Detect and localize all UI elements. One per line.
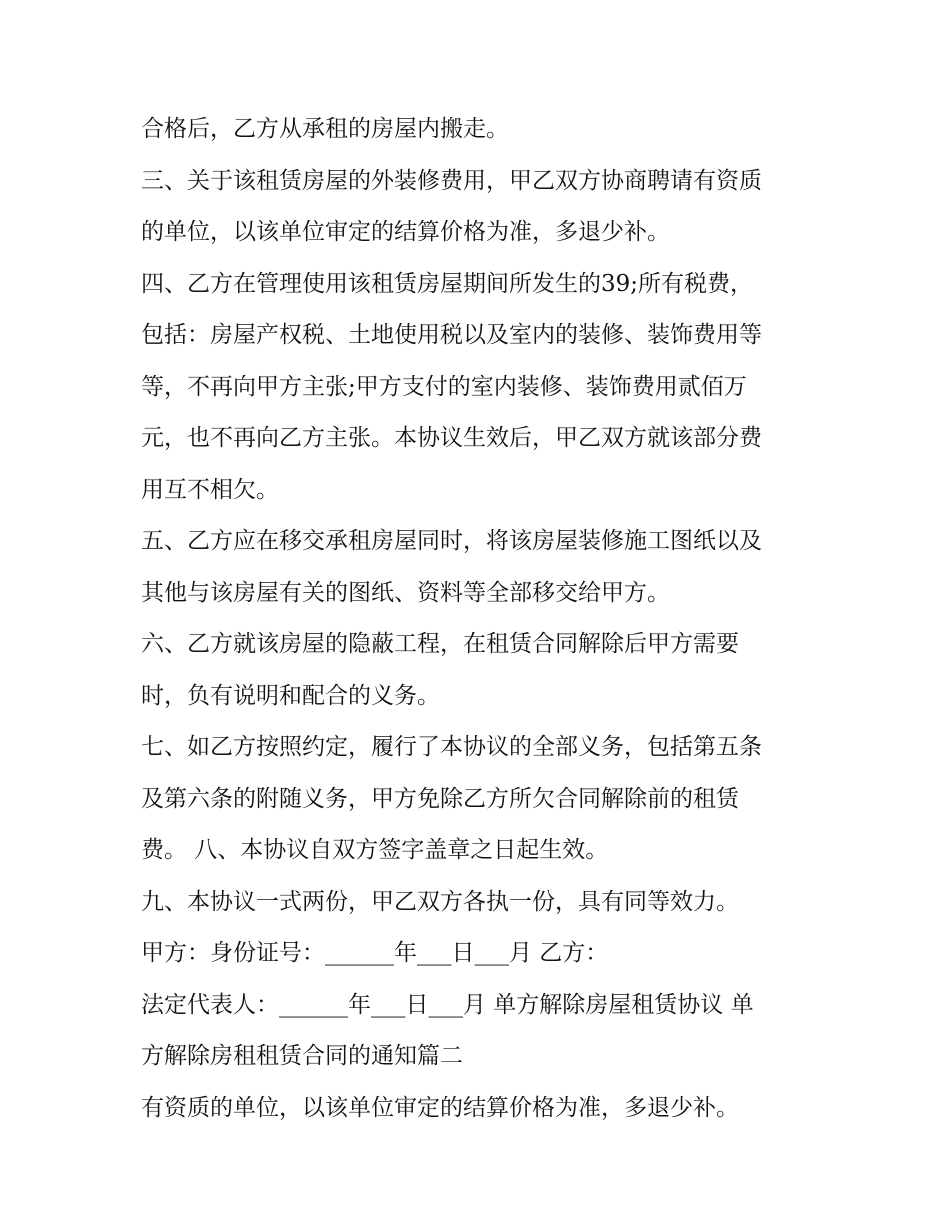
text-line: 有资质的单位，以该单位审定的结算价格为准，多退少补。	[141, 1094, 739, 1121]
text-line: 用互不相欠。	[141, 476, 279, 503]
text-line: 合格后，乙方从承租的房屋内搬走。	[141, 116, 509, 142]
text-line: 甲方：身份证号：______年___日___月 乙方：	[141, 940, 609, 966]
text-line: 其他与该房屋有关的图纸、资料等全部移交给甲方。	[141, 579, 670, 606]
text-line: 三、关于该租赁房屋的外装修费用，甲乙双方协商聘请有资质	[141, 167, 762, 194]
text-line: 包括：房屋产权税、土地使用税以及室内的装修、装饰费用等	[141, 322, 762, 348]
text-line: 方解除房租租赁合同的通知篇二	[141, 1043, 463, 1069]
text-line: 五、乙方应在移交承租房屋同时，将该房屋装修施工图纸以及	[141, 528, 762, 554]
text-line: 等，不再向甲方主张;甲方支付的室内装修、装饰费用贰佰万	[141, 373, 747, 400]
text-line: 时，负有说明和配合的义务。	[141, 682, 440, 709]
text-line: 及第六条的附随义务，甲方免除乙方所欠合同解除前的租赁	[141, 785, 739, 812]
text-line: 四、乙方在管理使用该租赁房屋期间所发生的39;所有税费，	[141, 270, 754, 297]
text-line: 元，也不再向乙方主张。本协议生效后，甲乙双方就该部分费	[141, 425, 762, 451]
text-line: 九、本协议一式两份，甲乙双方各执一份，具有同等效力。	[141, 888, 739, 915]
text-line: 的单位，以该单位审定的结算价格为准，多退少补。	[141, 219, 670, 245]
text-line: 费。 八、本协议自双方签字盖章之日起生效。	[141, 837, 609, 863]
document-body	[141, 109, 821, 1139]
text-line: 法定代表人：______年___日___月 单方解除房屋租赁协议 单	[141, 991, 754, 1018]
text-line: 七、如乙方按照约定，履行了本协议的全部义务，包括第五条	[141, 734, 762, 760]
text-line: 六、乙方就该房屋的隐蔽工程，在租赁合同解除后甲方需要	[141, 631, 739, 657]
